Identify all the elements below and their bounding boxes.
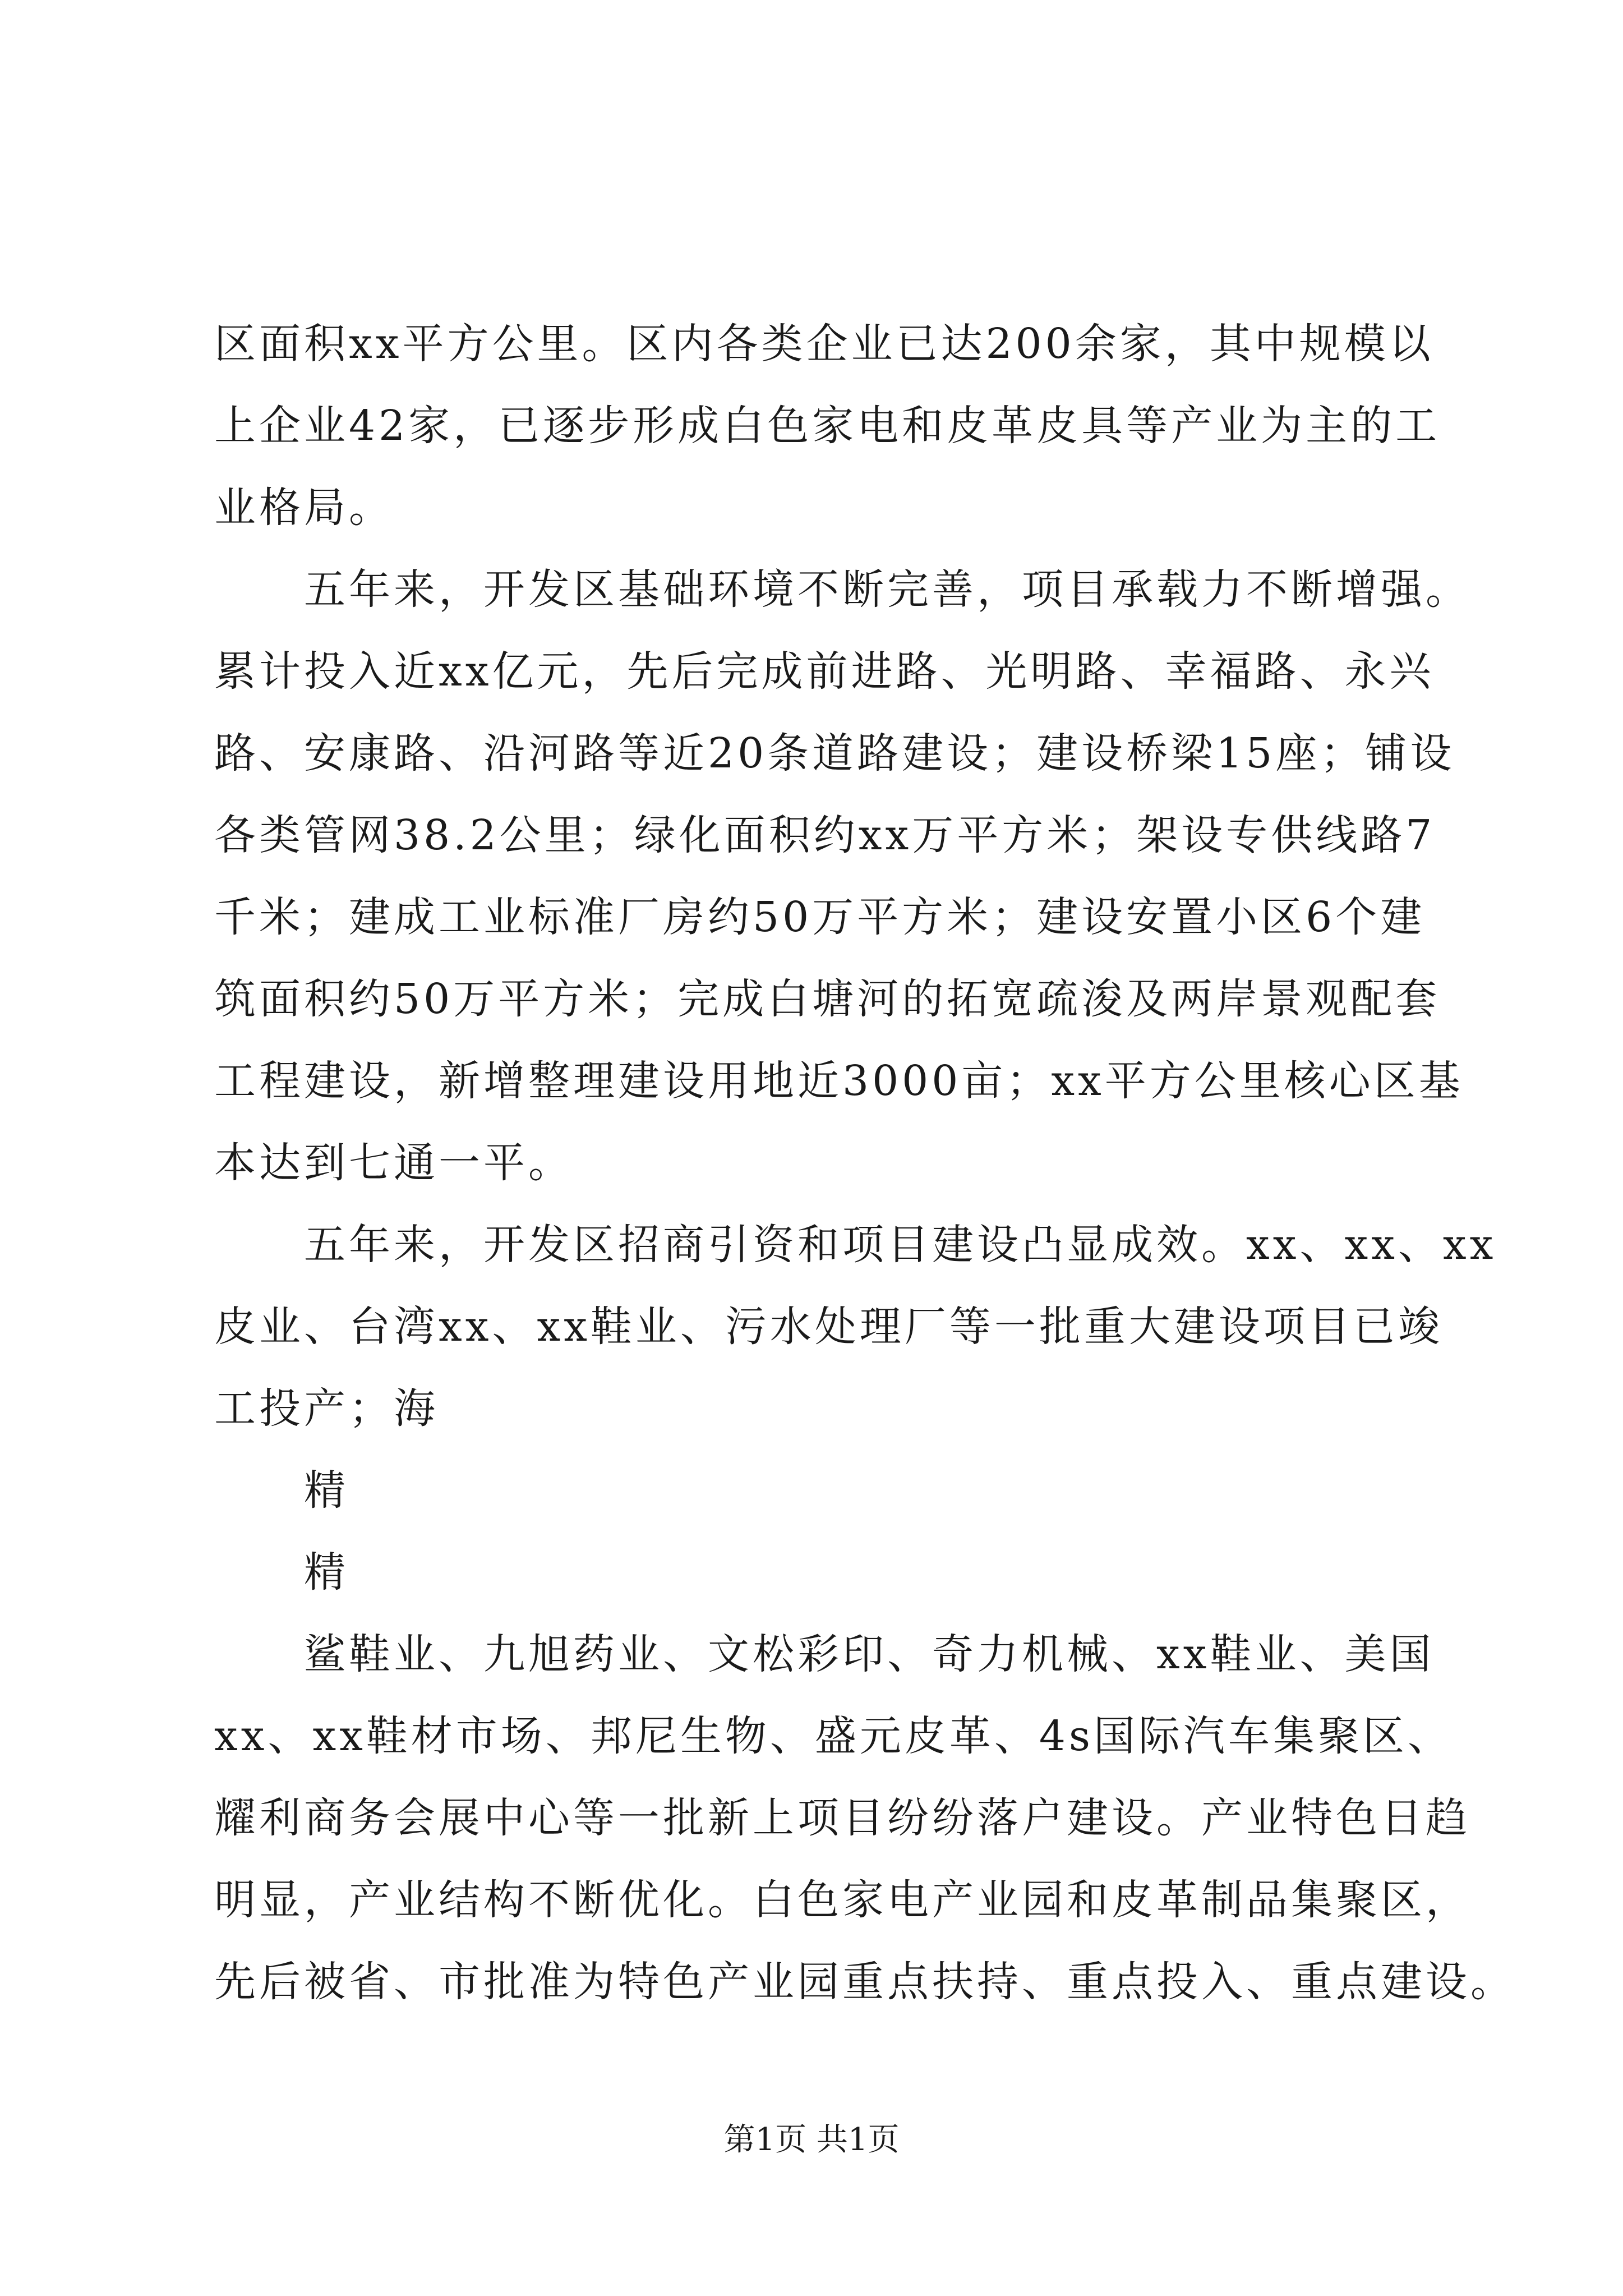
text-line: 工投产；海 xyxy=(214,1384,439,1433)
text-line: 千米；建成工业标准厂房约50万平方米；建设安置小区6个建 xyxy=(214,893,1426,941)
text-line: 五年来，开发区基础环境不断完善，项目承载力不断增强。 xyxy=(214,565,1470,614)
text-line: 精 xyxy=(214,1548,349,1596)
text-line: 工程建设，新增整理建设用地近3000亩；xx平方公里核心区基 xyxy=(214,1057,1464,1105)
text-line: 各类管网38.2公里；绿化面积约xx万平方米；架设专供线路7 xyxy=(214,811,1436,859)
text-line: 路、安康路、沿河路等近20条道路建设；建设桥梁15座；铺设 xyxy=(214,729,1455,777)
text-line: 明显，产业结构不断优化。白色家电产业园和皮革制品集聚区， xyxy=(214,1876,1470,1924)
text-line: 五年来，开发区招商引资和项目建设凸显成效。xx、xx、xx xyxy=(214,1221,1497,1269)
text-line: 皮业、台湾xx、xx鞋业、污水处理厂等一批重大建设项目已竣 xyxy=(214,1303,1443,1351)
text-line: 业格局。 xyxy=(214,484,394,532)
text-line: 筑面积约50万平方米；完成白塘河的拓宽疏浚及两岸景观配套 xyxy=(214,975,1441,1023)
page-footer: 第1页 共1页 xyxy=(723,2122,900,2158)
document-body xyxy=(214,303,1515,2023)
text-line: xx、xx鞋材市场、邦尼生物、盛元皮革、4s国际汽车集聚区、 xyxy=(214,1712,1453,1760)
text-line: 区面积xx平方公里。区内各类企业已达200余家，其中规模以 xyxy=(214,320,1434,368)
text-line: 上企业42家，已逐步形成白色家电和皮革皮具等产业为主的工 xyxy=(214,402,1441,450)
text-line: 鲨鞋业、九旭药业、文松彩印、奇力机械、xx鞋业、美国 xyxy=(214,1630,1435,1678)
text-line: 先后被省、市批准为特色产业园重点扶持、重点投入、重点建设。 xyxy=(214,1958,1515,2006)
text-line: 耀利商务会展中心等一批新上项目纷纷落户建设。产业特色日趋 xyxy=(214,1794,1470,1842)
text-line: 累计投入近xx亿元，先后完成前进路、光明路、幸福路、永兴 xyxy=(214,647,1435,696)
text-line: 精 xyxy=(214,1466,349,1515)
text-line: 本达到七通一平。 xyxy=(214,1139,573,1187)
